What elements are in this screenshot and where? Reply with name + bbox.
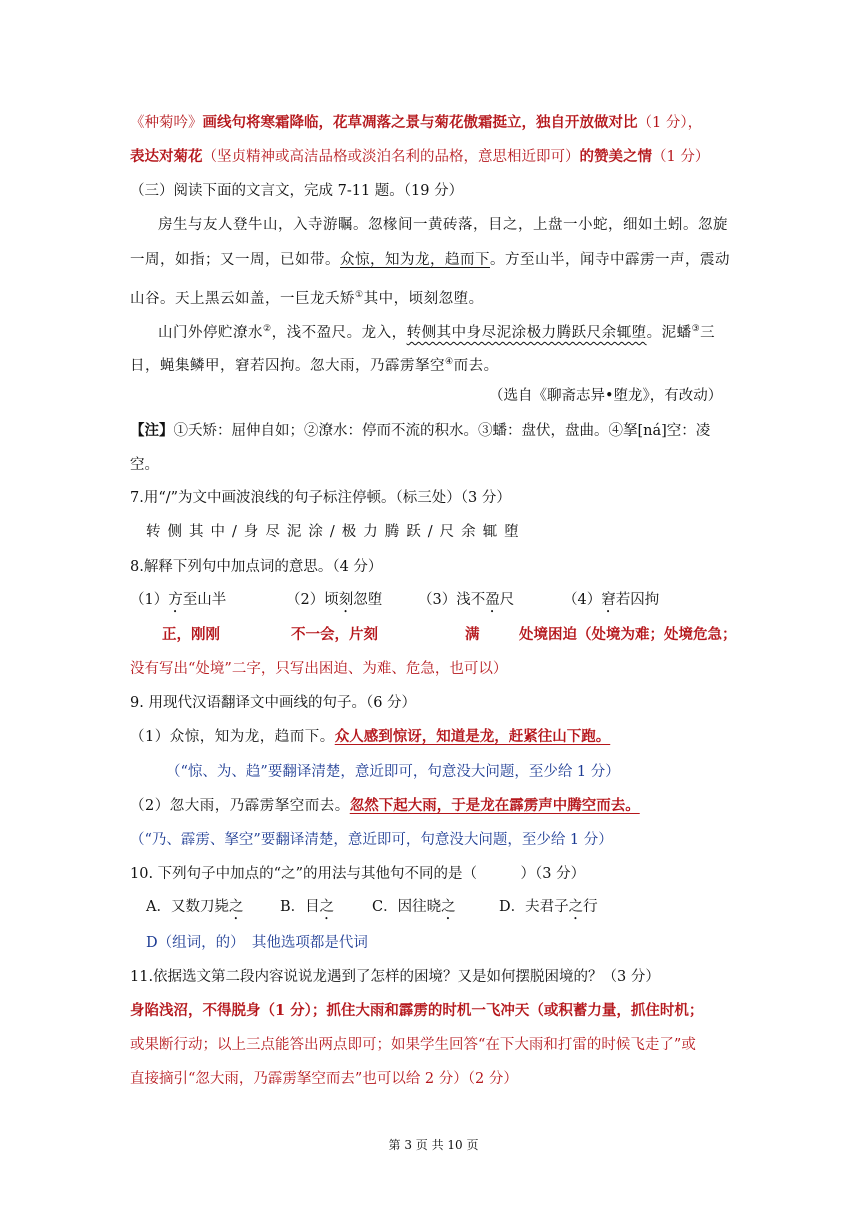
underlined-sentence-1: 众惊，知为龙，趋而下 xyxy=(340,252,490,268)
question-9: 9. 用现代汉语翻译文中画线的句子。（6 分） xyxy=(130,695,417,711)
passage-p2-line2: 日，蝇集鳞甲，窘若囚拘。忽大雨，乃霹雳拏空④而去。 xyxy=(130,357,499,374)
wavy-sentence: 转侧其中身尽泥涂极力腾跃尺余辄堕 xyxy=(406,324,647,341)
q8-answer-4: 处境困迫（处境为难；处境危急； xyxy=(519,626,737,643)
page-footer: 第 3 页 共 10 页 xyxy=(388,1138,479,1152)
q10-option-b: B．目之 xyxy=(280,899,335,915)
q9-answer-1: 众人感到惊讶，知道是龙，赶紧往山下跑。 xyxy=(334,728,611,745)
poem-title: 《种菊吟》 xyxy=(130,115,203,131)
source-citation: （选自《聊斋志异•堕龙》，有改动） xyxy=(489,388,723,404)
answer-line-1 xyxy=(130,113,702,133)
q11-answer-2: 或果断行动；以上三点能答出两点即可；如果学生回答“在下大雨和打雷的时候飞走了”或 xyxy=(130,1037,696,1053)
q8-answer-1: 正，刚刚 xyxy=(162,626,220,643)
q8-answer-5: 没有写出“处境”二字，只写出困迫、为难、危急，也可以） xyxy=(130,661,508,677)
q10-option-a: A．又数刀毙之 xyxy=(146,899,244,915)
q8-answer-3: 满 xyxy=(465,626,480,643)
question-10: 10. 下列句子中加点的“之”的用法与其他句不同的是（ ）（3 分） xyxy=(130,866,586,882)
q10-option-d: D．夫君子之行 xyxy=(499,899,598,915)
q9-note-2: （“乃、霹雳、拏空”要翻译清楚，意近即可，句意没大问题，至少给 1 分） xyxy=(130,832,613,848)
q8-item-3: （3）浅不盈尺 xyxy=(418,592,515,608)
q8-answer-2: 不一会，片刻 xyxy=(291,626,378,643)
section-heading: （三）阅读下面的文言文，完成 7-11 题。（19 分） xyxy=(130,183,464,199)
passage-p1-line1: 房生与友人登牛山，入寺游瞩。忽椽间一黄砖落，目之，上盘一小蛇，细如土蚓。忽旋 xyxy=(158,217,728,233)
answer-line-2: 表达对菊花（坚贞精神或高洁品格或淡泊名利的品格，意思相近即可）的赞美之情（1 分） xyxy=(130,148,710,165)
q8-item-2: （2）顷刻忽堕 xyxy=(286,592,383,608)
q11-answer-3: 直接摘引“忽大雨，乃霹雳拏空而去”也可以给 2 分）（2 分） xyxy=(130,1071,518,1087)
answer-7: 转侧其中/身尽泥涂/极力腾跃/尺余辄堕 xyxy=(146,524,526,540)
question-8: 8.解释下列句中加点词的意思。（4 分） xyxy=(130,559,383,575)
q10-option-c: C．因往晓之 xyxy=(372,899,456,915)
q9-note-1: （“惊、为、趋”要翻译清楚，意近即可，句意没大问题，至少给 1 分） xyxy=(166,764,620,780)
note-line-1: 【注】①夭矫：屈伸自如；②潦水：停而不流的积水。③蟠：盘伏，盘曲。④拏[ná]空：凌 xyxy=(130,422,711,439)
q9-item-2: （2）忽大雨，乃霹雳拏空而去。忽然下起大雨，于是龙在霹雳声中腾空而去。 xyxy=(130,797,640,814)
passage-p1-line3: 山谷。天上黑云如盖，一巨龙夭矫①其中，顷刻忽堕。 xyxy=(130,290,484,307)
note-line-2: 空。 xyxy=(130,457,159,473)
q11-answer-1: 身陷浅沼，不得脱身（1 分）；抓住大雨和霹雳的时机一飞冲天（或积蓄力量，抓住时机； xyxy=(130,1002,704,1019)
q9-answer-2: 忽然下起大雨，于是龙在霹雳声中腾空而去。 xyxy=(349,797,640,814)
answer-score: （1 分）， xyxy=(637,115,703,131)
q9-item-1: （1）众惊，知为龙，趋而下。众人感到惊讶，知道是龙，赶紧往山下跑。 xyxy=(130,728,611,745)
question-11: 11.依据选文第二段内容说说龙遇到了怎样的困境？又是如何摆脱困境的？（3 分） xyxy=(130,969,660,985)
answer-contrast: 画线句将寒霜降临，花草凋落之景与菊花傲霜挺立，独自开放做对比 xyxy=(202,114,638,131)
q8-item-1: （1）方至山半 xyxy=(130,592,227,608)
q10-answer: D（组词，的） 其他选项都是代词 xyxy=(146,935,368,951)
q8-item-4: （4）窘若囚拘 xyxy=(563,592,660,608)
passage-p1-line2: 一周，如指；又一周，已如带。众惊，知为龙，趋而下。方至山半，闻寺中霹雳一声，震动 xyxy=(130,252,730,268)
question-7: 7.用“/”为文中画波浪线的句子标注停顿。（标三处）（3 分） xyxy=(130,490,511,506)
passage-p2-line1: 山门外停贮潦水②，浅不盈尺。龙入，转侧其中身尽泥涂极力腾跃尺余辄堕。泥蟠③三 xyxy=(158,324,716,341)
